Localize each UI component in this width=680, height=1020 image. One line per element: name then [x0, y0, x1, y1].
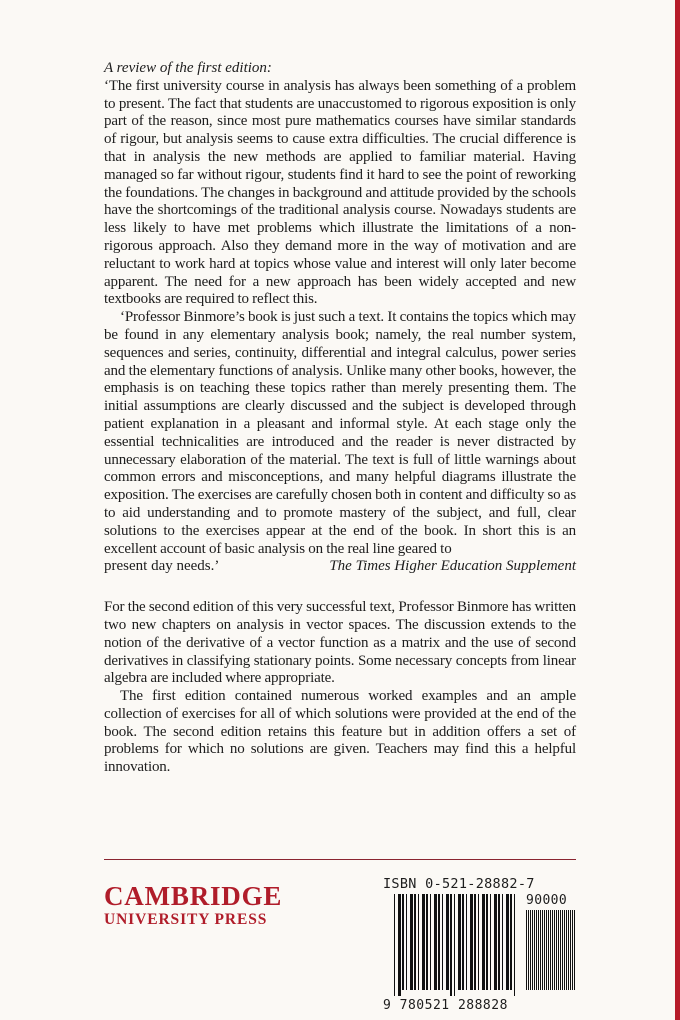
barcode-bar [546, 910, 547, 990]
barcode-bar [418, 894, 419, 990]
barcode-bar [450, 894, 452, 996]
barcode-bar [398, 894, 401, 996]
barcode-bar [574, 910, 575, 990]
barcode-bar [502, 894, 503, 990]
review-paragraph-1: ‘The first university course in analysis has always been something of a problem to present. The fact that students are unaccustomed to rigorous exposition is only part of the reason, since most pure mathematics courses have similar standards of rigour, but analysis seems to cause extra difficulties. The crucial difference is that in analysis the new methods are applied to familiar material. Having managed so far without rigour, students find it hard to see the point of reworking the foundations. The changes in background and attitude provided by the schools have the shortcomings of the traditional analysis course. Nowadays students are less likely to have met problems which illustrate the limitations of a non-rigorous approach. Also they demand more in the way of motivation and are reluctant to work hard at topics whose value and interest will only later become apparent. The need for a new approach has been widely accepted and new textbooks are required to reflect this. [104, 77, 576, 308]
barcode-bar [544, 910, 545, 990]
edition-paragraph-2: The first edition contained numerous worked examples and an ample collection of exercises for all of which solutions were provided at the end of the book. The second edition retains this feature but in addition offers a set of problems for which no solutions are given. Teachers may find this a helpful innovation. [104, 688, 576, 776]
barcode-bar [526, 910, 527, 990]
back-cover-text [104, 60, 576, 777]
barcode-bar [486, 894, 488, 990]
barcode-bar [470, 894, 473, 990]
edition-paragraph-1: For the second edition of this very successful text, Professor Binmore has written two new chapters on analysis in vector spaces. The discussion extends to the notion of the derivative of a vector function as a matrix and the use of second derivatives in classifying stationary points. Some necessary concepts from linear algebra are included where appropriate. [104, 599, 576, 687]
barcode-bar [454, 894, 455, 996]
barcode-bar [566, 910, 567, 990]
barcode-ean-digits: 9 780521 288828 [383, 998, 508, 1013]
barcode-bar [446, 894, 449, 990]
barcode-bar [462, 894, 464, 990]
barcode-bar [570, 910, 571, 990]
barcode-bar [538, 910, 539, 990]
barcode-bar [528, 910, 529, 990]
barcode-bar [558, 910, 559, 990]
publisher-name: CAMBRIDGE [104, 881, 283, 911]
barcode [380, 894, 578, 1016]
barcode-bar [572, 910, 573, 990]
barcode-bar [542, 910, 543, 990]
review-source: The Times Higher Education Supplement [329, 558, 576, 575]
review-paragraph-2-end: present day needs.’ [104, 558, 220, 575]
barcode-bar [410, 894, 413, 990]
barcode-bar [506, 894, 509, 990]
publisher-subtitle: UNIVERSITY PRESS [104, 911, 268, 928]
barcode-bar [406, 894, 407, 990]
red-spine-edge [675, 0, 680, 1020]
barcode-bar [534, 910, 535, 990]
barcode-bar [438, 894, 440, 990]
barcode-bar [536, 910, 537, 990]
barcode-bar [562, 910, 563, 990]
barcode-bar [532, 910, 533, 990]
barcode-bar [394, 894, 395, 996]
barcode-bar [556, 910, 557, 990]
barcode-bars [380, 894, 578, 998]
barcode-bar [564, 910, 565, 990]
divider-rule [104, 859, 576, 860]
review-closing-line [104, 558, 576, 576]
barcode-bar [552, 910, 553, 990]
barcode-bar [530, 910, 531, 990]
isbn-label: ISBN 0-521-28882-7 [383, 876, 535, 892]
barcode-bar [540, 910, 541, 990]
barcode-bar [478, 894, 479, 990]
barcode-bar [422, 894, 425, 990]
publisher-logo [104, 882, 282, 929]
barcode-bar [514, 894, 515, 996]
barcode-bar [474, 894, 476, 990]
barcode-bar [442, 894, 443, 990]
barcode-bar [466, 894, 467, 990]
barcode-bar [402, 894, 404, 990]
barcode-bar [494, 894, 497, 990]
barcode-bar [568, 910, 569, 990]
barcode-bar [560, 910, 561, 990]
barcode-bar [430, 894, 431, 990]
barcode-bar [458, 894, 461, 990]
review-label: A review of the first edition: [104, 60, 272, 76]
barcode-bar [548, 910, 549, 990]
review-paragraph-2: ‘Professor Binmore’s book is just such a text. It contains the topics which may be found in any elementary analysis book; namely, the real number system, sequences and series, continuity, differential and integral calculus, power series and the elementary functions of analysis. Unlike many other books, however, the emphasis is on teaching these topics rather than merely presenting them. The initial assumptions are clearly discussed and the subject is developed through patient explanation in a pleasant and informal style. At each stage only the essential technicalities are introduced and the reader is never distracted by unnecessary elaboration of the material. The text is full of little warnings about common errors and misconceptions, and many helpful diagrams illustrate the exposition. The exercises are carefully chosen both in content and difficulty so as to aid understanding and to promote mastery of the subject, and full, clear solutions to the exercises appear at the end of the book. In short this is an excellent account of basic analysis on the real line geared to [104, 309, 576, 557]
barcode-bar [554, 910, 555, 990]
barcode-bar [510, 894, 512, 990]
barcode-bar [414, 894, 416, 990]
barcode-bar [434, 894, 437, 990]
barcode-bar [426, 894, 428, 990]
barcode-bar [498, 894, 500, 990]
barcode-addon-digits: 90000 [526, 893, 568, 908]
barcode-bar [490, 894, 491, 990]
barcode-bar [550, 910, 551, 990]
barcode-bar [482, 894, 485, 990]
